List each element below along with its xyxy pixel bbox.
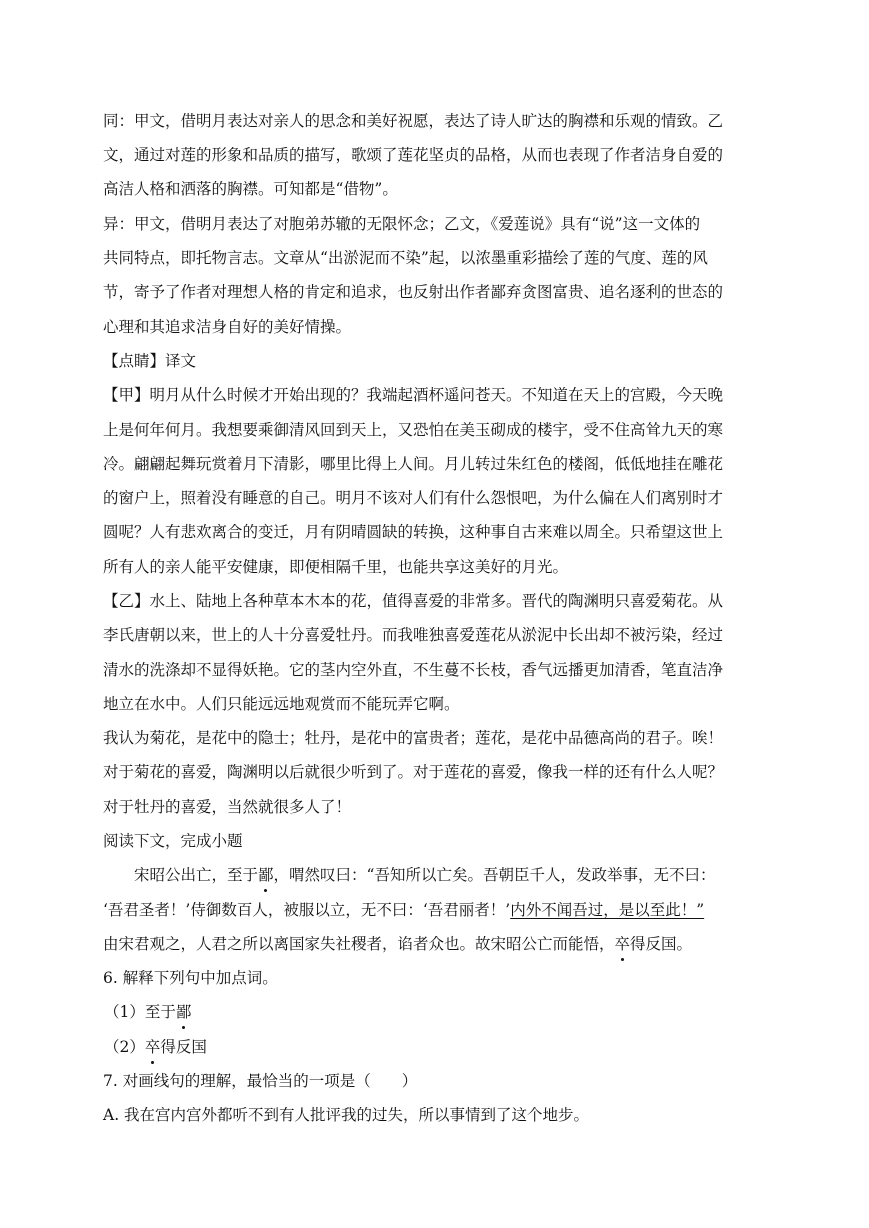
passage-text: ‘吾君圣者！’侍御数百人，被服以立，无不曰：‘吾君丽者！’ [103,901,511,919]
translation-yi-line-7: 对于牡丹的喜爱，当然就很多人了！ [103,798,352,816]
item-text: （2） [104,1038,145,1056]
dotted-word: 卒 [614,935,631,953]
translation-yi-line-1: 【乙】水上、陆地上各种草本木本的花，值得喜爱的非常多。晋代的陶渊明只喜爱菊花。从 [103,592,724,610]
passage-line-3 [103,933,771,955]
dotted-word: 卒 [144,1038,161,1056]
translation-jia-line-1: 【甲】明月从什么时候才开始出现的？我端起酒杯遥问苍天。不知道在天上的宫殿，今天晚 [103,386,724,404]
answer-difference-line-1: 异：甲文，借明月表达了对胞弟苏辙的无限怀念；乙文，《爱莲说》具有“说”这一文体的 [103,215,701,233]
answer-similarity-line-2: 文，通过对莲的形象和品质的描写，歌颂了莲花坚贞的品格，从而也表现了作者洁身自爱的 [103,146,724,164]
passage-text: ，喟然叹曰：“吾知所以亡矣。吾朝臣千人，发政举事，无不曰： [273,866,716,884]
answer-difference-line-2: 共同特点，即托物言志。文章从“出淤泥而不染”起，以浓墨重彩描绘了莲的气度、莲的风 [103,249,708,267]
translation-jia-line-3: 冷。翩翩起舞玩赏着月下清影，哪里比得上人间。月儿转过朱红色的楼阁，低低地挂在雕花 [103,455,724,473]
passage-line-1 [134,864,802,886]
underlined-sentence: 内外不闻吾过，是以至此！” [510,901,705,919]
passage-text: 得反国。 [630,935,693,953]
passage-text: 由宋君观之，人君之所以离国家失社稷者，谄者众也。故宋昭公亡而能悟， [103,935,615,953]
dotted-word: 鄙 [258,866,274,884]
question-6-item-1 [104,1001,772,1023]
translation-jia-line-6: 所有人的亲人能平安健康，即便相隔千里，也能共享这美好的月光。 [103,558,569,576]
dotted-word: 鄙 [175,1003,192,1021]
translation-yi-line-2: 李氏唐朝以来，世上的人十分喜爱牡丹。而我唯独喜爱莲花从淤泥中长出却不被污染，经过 [103,626,724,644]
translation-jia-line-2: 上是何年何月。我想要乘御清风回到天上，又恐怕在美玉砌成的楼宇，受不住高耸九天的寒 [103,421,724,439]
translation-yi-line-4: 地立在水中。人们只能远远地观赏而不能玩弄它啊。 [103,695,460,713]
answer-similarity-line-1: 同：甲文，借明月表达对亲人的思念和美好祝愿，表达了诗人旷达的胸襟和乐观的情致。乙 [103,112,724,130]
item-text: （1）至于 [104,1003,176,1021]
translation-jia-line-4: 的窗户上，照着没有睡意的自己。明月不该对人们有什么怨恨吧，为什么偏在人们离别时才 [103,489,724,507]
passage-text: 宋昭公出亡，至于 [134,866,259,884]
item-text: 得反国 [160,1038,207,1056]
translation-yi-line-5: 我认为菊花，是花中的隐士；牡丹，是花中的富贵者；莲花，是花中品德高尚的君子。唉！ [103,729,724,747]
translation-yi-line-3: 清水的洗涤却不显得妖艳。它的茎内空外直，不生蔓不长枝，香气远播更加清香，笔直洁净 [103,661,724,679]
answer-similarity-line-3: 高洁人格和洒落的胸襟。可知都是“借物”。 [103,180,398,198]
translation-yi-line-6: 对于菊花的喜爱，陶渊明以后就很少听到了。对于莲花的喜爱，像我一样的还有什么人呢？ [103,763,724,781]
question-6: 6. 解释下列句中加点词。 [103,969,278,987]
translation-jia-line-5: 圆呢？人有悲欢离合的变迁，月有阴晴圆缺的转换，这种事自古来难以周全。只希望这世上 [103,523,724,541]
highlight-heading: 【点睛】译文 [103,352,197,370]
reading-instruction: 阅读下文，完成小题 [103,832,243,850]
question-7: 7. 对画线句的理解，最恰当的一项是（ ） [103,1072,418,1090]
answer-difference-line-3: 节，寄予了作者对理想人格的肯定和追求，也反射出作者鄙弃贪图富贵、追名逐利的世态的 [103,283,724,301]
passage-line-2 [103,899,771,921]
question-6-item-2 [104,1036,772,1058]
answer-difference-line-4: 心理和其追求洁身自好的美好情操。 [103,318,352,336]
question-7-option-a: A. 我在宫内宫外都听不到有人批评我的过失，所以事情到了这个地步。 [103,1106,590,1124]
